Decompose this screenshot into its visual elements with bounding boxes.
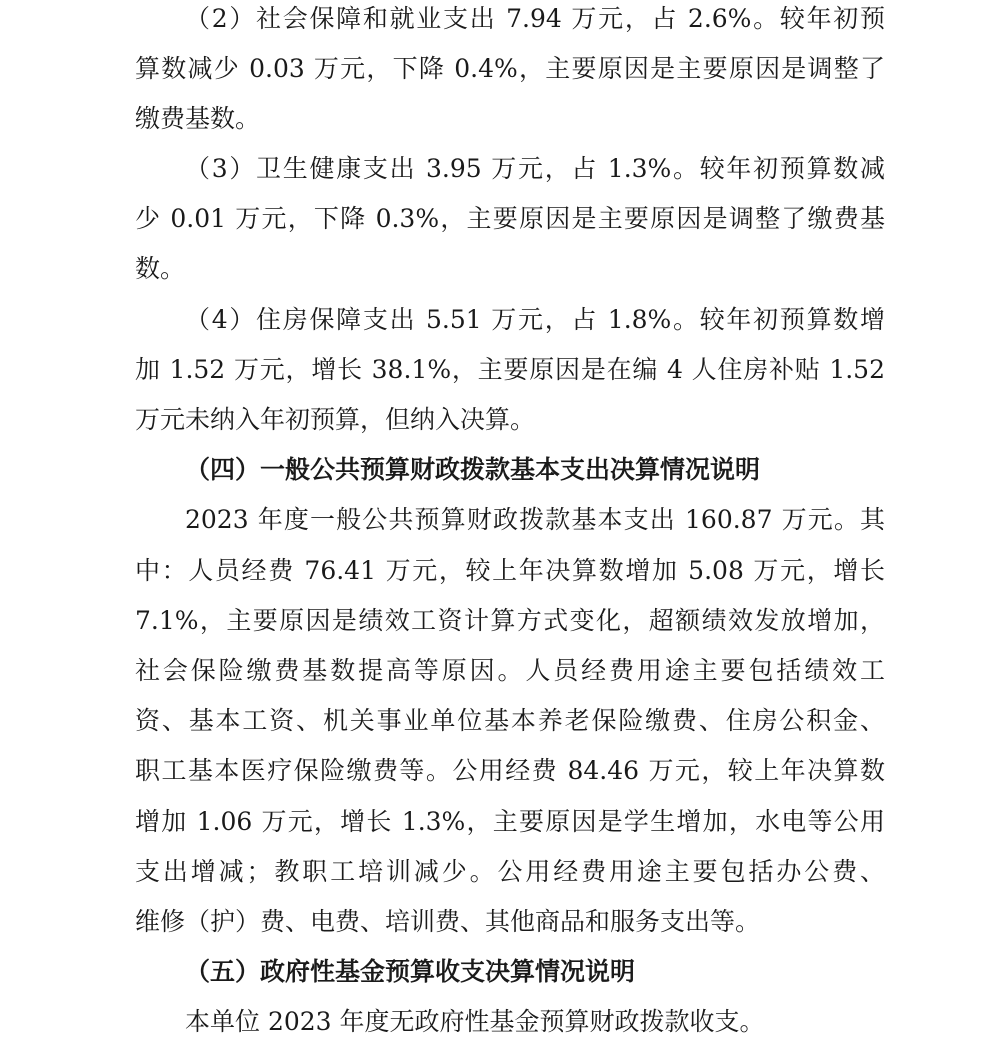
text-line: 维修（护）费、电费、培训费、其他商品和服务支出等。 <box>135 907 761 936</box>
text-line: 本单位 2023 年度无政府性基金预算财政拨款收支。 <box>185 1007 765 1036</box>
text-line: 缴费基数。 <box>135 104 261 133</box>
text-line: 7.1%，主要原因是绩效工资计算方式变化，超额绩效发放增加， <box>135 606 885 635</box>
text-line: 职工基本医疗保险缴费等。公用经费 84.46 万元，较上年决算数 <box>135 756 885 785</box>
text-line: 少 0.01 万元，下降 0.3%，主要原因是主要原因是调整了缴费基 <box>135 204 885 233</box>
text-line: 2023 年度一般公共预算财政拨款基本支出 160.87 万元。其 <box>185 505 885 534</box>
text-line: （3）卫生健康支出 3.95 万元，占 1.3%。较年初预算数减 <box>185 154 885 183</box>
text-line: 数。 <box>135 254 186 283</box>
text-line: 中：人员经费 76.41 万元，较上年决算数增加 5.08 万元，增长 <box>135 556 885 585</box>
section-heading: （四）一般公共预算财政拨款基本支出决算情况说明 <box>185 455 761 484</box>
section-heading: （五）政府性基金预算收支决算情况说明 <box>185 957 636 986</box>
text-line: 万元未纳入年初预算，但纳入决算。 <box>135 405 536 434</box>
text-line: 资、基本工资、机关事业单位基本养老保险缴费、住房公积金、 <box>135 706 885 735</box>
text-line: 算数减少 0.03 万元，下降 0.4%，主要原因是主要原因是调整了 <box>135 54 885 83</box>
text-line: 加 1.52 万元，增长 38.1%，主要原因是在编 4 人住房补贴 1.52 <box>135 355 885 384</box>
text-line: 社会保险缴费基数提高等原因。人员经费用途主要包括绩效工 <box>135 656 885 685</box>
text-line: （4）住房保障支出 5.51 万元，占 1.8%。较年初预算数增 <box>185 305 885 334</box>
text-line: 支出增减；教职工培训减少。公用经费用途主要包括办公费、 <box>135 857 885 886</box>
text-line: 增加 1.06 万元，增长 1.3%，主要原因是学生增加，水电等公用 <box>135 807 885 836</box>
text-line: （2）社会保障和就业支出 7.94 万元，占 2.6%。较年初预 <box>185 4 885 33</box>
